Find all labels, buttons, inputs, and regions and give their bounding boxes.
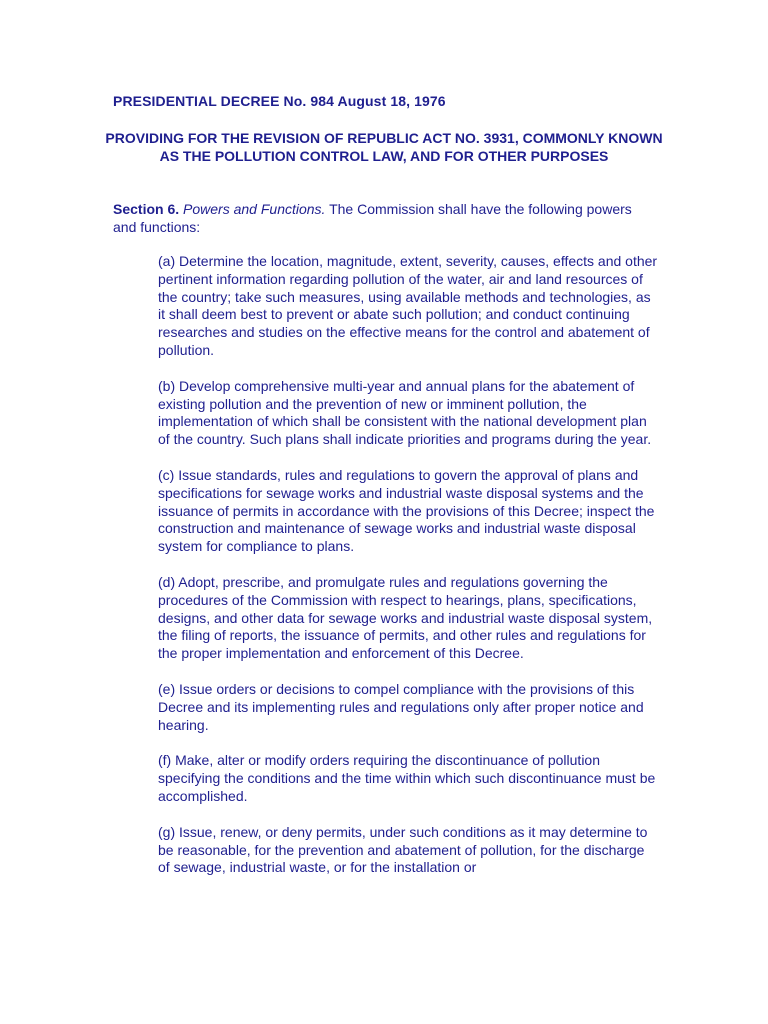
powers-list [158,253,658,895]
section-intro-text: The Commission shall have the following powers and functions: [113,201,632,235]
section-name: Powers and Functions. [183,201,326,217]
power-item-a: (a) Determine the location, magnitude, extent, severity, causes, effects and other pertinent information regarding pollution of the water, air and land resources of the country; take such measures, using available methods and technologies, as it shall deem best to prevent or abate such pollution; and conduct continuing researches and studies on the effective means for the control and abatement of pollution. [158,253,658,358]
power-item-e: (e) Issue orders or decisions to compel compliance with the provisions of this Decree and its implementing rules and regulations only after proper notice and hearing. [158,680,644,733]
power-item-f: (f) Make, alter or modify orders requiring the discontinuance of pollution specifying the conditions and the time within which such discontinuance must be accomplished. [158,752,656,804]
decree-heading: PRESIDENTIAL DECREE No. 984 August 18, 1976 [113,93,446,109]
power-item-d: (d) Adopt, prescribe, and promulgate rules and regulations governing the procedures of the Commission with respect to hearings, plans, specifications, designs, and other data for sewage works and industrial waste disposal system, the filing of reports, the issuance of permits, and other rules and regulations for the proper implementation and enforcement of this Decree. [158,573,653,662]
section-intro [113,200,658,236]
section-number: Section 6. [113,201,180,217]
decree-title: PROVIDING FOR THE REVISION OF REPUBLIC ACT NO. 3931, COMMONLY KNOWN AS THE POLLUTION CONTROL LAW, AND FOR OTHER PURPOSES [105,130,663,164]
power-item-c: (c) Issue standards, rules and regulations to govern the approval of plans and specifications for sewage works and industrial waste disposal systems and the issuance of permits in accordance with the provisions of this Decree; inspect the construction and maintenance of sewage works and industrial waste disposal system for compliance to plans. [158,466,655,555]
power-item-b: (b) Develop comprehensive multi-year and annual plans for the abatement of existing pollution and the prevention of new or imminent pollution, the implementation of which shall be consistent with the national development plan of the country. Such plans shall indicate priorities and programs during the year. [158,377,652,448]
power-item-g: (g) Issue, renew, or deny permits, under such conditions as it may determine to be reasonable, for the prevention and abatement of pollution, for the discharge of sewage, industrial waste, or for the installation or [158,823,648,876]
